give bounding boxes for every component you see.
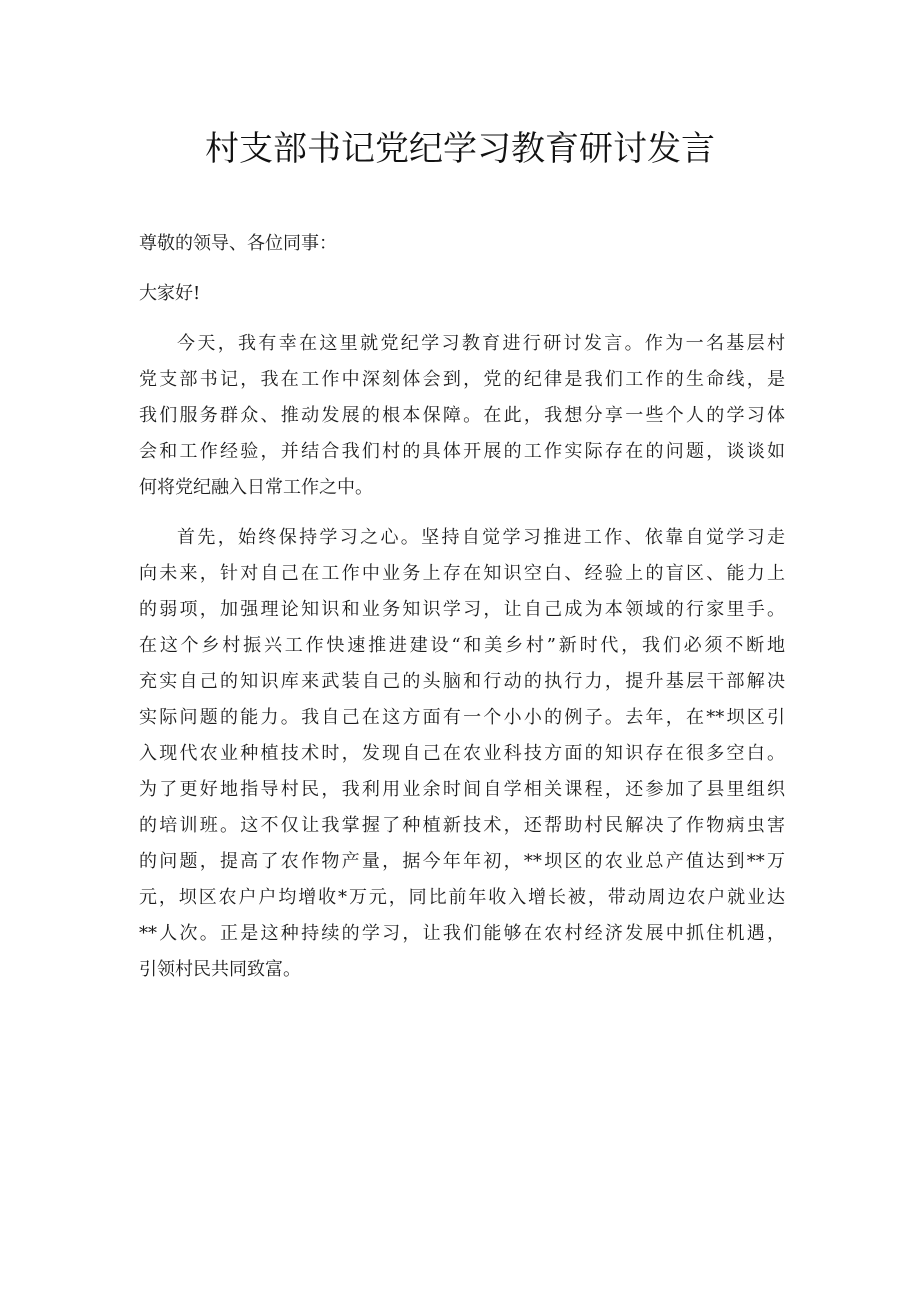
greeting: 大家好! — [139, 283, 201, 304]
paragraph-line: 我们服务群众、推动发展的根本保障。在此，我想分享一些个人的学习体 — [139, 405, 785, 426]
paragraph-line: 为了更好地指导村民，我利用业余时间自学相关课程，还参加了县里组织 — [139, 779, 785, 800]
paragraph-line: 引领村民共同致富。 — [139, 959, 301, 980]
document-body — [139, 226, 785, 1002]
document-title: 村支部书记党纪学习教育研讨发言 — [205, 129, 715, 169]
salutation: 尊敬的领导、各位同事： — [139, 233, 337, 254]
paragraph-line: 首先，始终保持学习之心。坚持自觉学习推进工作、依靠自觉学习走 — [177, 527, 785, 548]
paragraph-line: 向未来，针对自己在工作中业务上存在知识空白、经验上的盲区、能力上 — [139, 563, 785, 584]
paragraph-line: 入现代农业种植技术时，发现自己在农业科技方面的知识存在很多空白。 — [139, 743, 785, 764]
paragraph-line: 在这个乡村振兴工作快速推进建设“和美乡村”新时代，我们必须不断地 — [139, 635, 785, 656]
paragraph-line: 元，坝区农户户均增收*万元，同比前年收入增长被，带动周边农户就业达 — [139, 887, 785, 908]
paragraph-line: 的弱项，加强理论知识和业务知识学习，让自己成为本领域的行家里手。 — [139, 599, 785, 620]
paragraph-1 — [139, 326, 785, 506]
paragraph-2 — [139, 520, 785, 988]
paragraph-line: 会和工作经验，并结合我们村的具体开展的工作实际存在的问题，谈谈如 — [139, 441, 785, 462]
paragraph-line: 充实自己的知识库来武装自己的头脑和行动的执行力，提升基层干部解决 — [139, 671, 785, 692]
paragraph-line: 今天，我有幸在这里就党纪学习教育进行研讨发言。作为一名基层村 — [177, 333, 785, 354]
paragraph-line: 党支部书记，我在工作中深刻体会到，党的纪律是我们工作的生命线，是 — [139, 369, 785, 390]
paragraph-line: 何将党纪融入日常工作之中。 — [139, 477, 373, 498]
paragraph-line: 实际问题的能力。我自己在这方面有一个小小的例子。去年，在**坝区引 — [139, 707, 785, 728]
paragraph-line: 的培训班。这不仅让我掌握了种植新技术，还帮助村民解决了作物病虫害 — [139, 815, 785, 836]
paragraph-line: **人次。正是这种持续的学习，让我们能够在农村经济发展中抓住机遇， — [139, 923, 785, 944]
paragraph-line: 的问题，提高了农作物产量，据今年年初，**坝区的农业总产值达到**万 — [139, 851, 785, 872]
